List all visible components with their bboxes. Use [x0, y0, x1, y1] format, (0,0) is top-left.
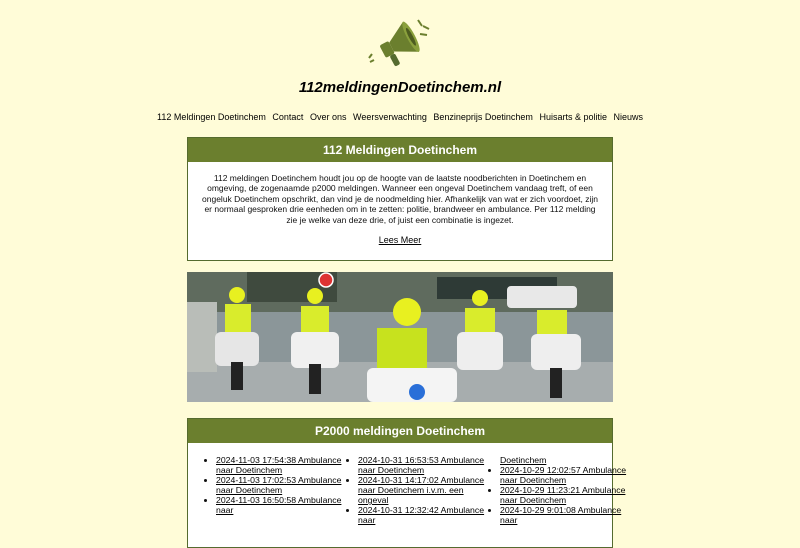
melding-link[interactable]: 2024-10-31 12:32:42 Ambulance naar — [358, 505, 485, 525]
nav-item-contact[interactable]: Contact — [272, 112, 304, 122]
nav-item-benzine[interactable]: Benzineprijs Doetinchem — [433, 112, 533, 122]
nav-item-over-ons[interactable]: Over ons — [309, 112, 347, 122]
hero-photo — [187, 272, 613, 402]
nav-item-nieuws[interactable]: Nieuws — [613, 112, 644, 122]
melding-link[interactable]: 2024-10-29 9:01:08 Ambulance naar — [500, 505, 622, 525]
melding-link[interactable]: 2024-10-31 14:17:02 Ambulance naar Doetinchem i.v.m. een ongeval — [358, 475, 485, 505]
melding-link[interactable]: Doetinchem — [500, 455, 547, 465]
nav-item-home[interactable]: 112 Meldingen Doetinchem — [156, 112, 266, 122]
police-motorcycles-image — [187, 272, 613, 402]
melding-link[interactable]: 2024-11-03 16:50:58 Ambulance naar — [216, 495, 342, 515]
p2000-column-2 — [330, 455, 488, 525]
melding-link[interactable]: 2024-11-03 17:54:38 Ambulance naar Doetinchem — [216, 455, 342, 475]
intro-heading: 112 Meldingen Doetinchem — [188, 138, 612, 162]
intro-text: 112 meldingen Doetinchem houdt jou op de hoogte van de laatste noodberichten in Doetinchem en omgeving, de zogenaamde p2000 meldingen. Wanneer een ongeval Doetinchem vandaag treft, of een ongeluk Doetinchem opschrikt, dan vind je de noodmelding hier. Afhankelijk van wat er zich voordoet, zijn er normaal gesproken drie eenheden om in te zetten: politie, brandweer en ambulance. Per 112 melding zie je welke van deze drie, of juist een combinatie is ingezet. — [202, 173, 598, 225]
list-item — [500, 505, 630, 525]
site-title[interactable]: 112meldingenDoetinchem.nl — [298, 79, 502, 96]
melding-link[interactable]: 2024-10-29 11:23:21 Ambulance naar Doetinchem — [500, 485, 626, 505]
melding-link[interactable]: 2024-11-03 17:02:53 Ambulance naar Doetinchem — [216, 475, 342, 495]
list-item — [358, 475, 488, 505]
list-item — [358, 455, 488, 475]
list-item — [216, 475, 346, 495]
intro-card — [187, 137, 613, 261]
nav-item-huisarts[interactable]: Huisarts & politie — [539, 112, 607, 122]
list-item — [216, 495, 346, 515]
p2000-column-3 — [472, 455, 630, 525]
main-nav — [0, 112, 800, 122]
list-item — [500, 465, 630, 485]
melding-link[interactable]: 2024-10-31 16:53:53 Ambulance naar Doetinchem — [358, 455, 485, 475]
list-item — [500, 485, 630, 505]
read-more-link[interactable]: Lees Meer — [378, 235, 422, 246]
megaphone-icon — [368, 14, 432, 74]
nav-item-weer[interactable]: Weersverwachting — [352, 112, 427, 122]
p2000-column-1 — [188, 455, 346, 515]
list-item — [500, 455, 630, 465]
p2000-card — [187, 418, 627, 548]
melding-link[interactable]: 2024-10-29 12:02:57 Ambulance naar Doetinchem — [500, 465, 627, 485]
list-item — [216, 455, 346, 475]
p2000-heading: P2000 meldingen Doetinchem — [188, 419, 612, 443]
list-item — [358, 505, 488, 525]
site-logo[interactable] — [0, 14, 800, 79]
